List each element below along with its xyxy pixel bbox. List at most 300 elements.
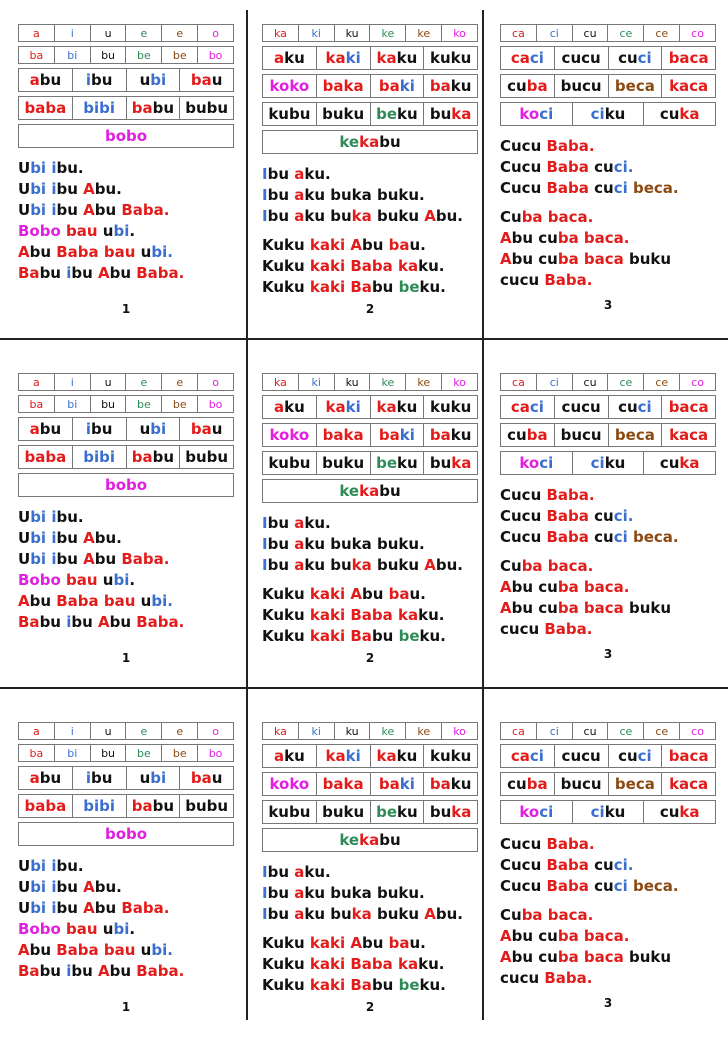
card-1 xyxy=(18,722,234,1042)
syllable: ki xyxy=(311,27,321,40)
sentence xyxy=(500,905,716,926)
syllable: baca xyxy=(668,49,709,67)
sentence-part: ba xyxy=(388,585,410,603)
syllable: bu xyxy=(152,797,175,815)
syllable: ku xyxy=(284,398,305,416)
sentence-part: ba baca. xyxy=(521,906,594,924)
word-cell xyxy=(162,47,198,63)
sentence-part: buku. xyxy=(376,186,425,204)
sentence-part: A xyxy=(500,948,512,966)
word-cell xyxy=(263,103,317,125)
sentence xyxy=(18,570,234,591)
word-cell xyxy=(501,452,573,474)
syllable: kaca xyxy=(669,775,709,793)
word-cell xyxy=(501,374,537,390)
sentence-part: ku buka xyxy=(304,884,377,902)
word-cell xyxy=(263,374,299,390)
syllable: kuku xyxy=(429,49,472,67)
word-cell xyxy=(91,47,127,63)
sentence-part: I xyxy=(262,186,268,204)
sentence-part: A xyxy=(83,201,95,219)
word-cell xyxy=(263,396,317,418)
syllable: ki xyxy=(345,747,361,765)
syllable: i xyxy=(70,725,74,738)
word-cell xyxy=(608,374,644,390)
column-divider xyxy=(246,10,248,1020)
sentence-part: Baba. xyxy=(121,899,170,917)
word-cell xyxy=(180,795,233,817)
sentence-part: bu xyxy=(29,941,57,959)
sentence-part: bu cu xyxy=(511,599,558,617)
sentence-part: A xyxy=(424,905,436,923)
sentence-part: Bobo xyxy=(18,222,61,240)
syllable: bu xyxy=(39,71,62,89)
syllable: ku xyxy=(450,775,472,793)
word-cell xyxy=(501,25,537,41)
word-cell xyxy=(299,25,335,41)
syllable: a xyxy=(33,27,40,40)
syllable: ku xyxy=(604,454,626,472)
syllable: ko xyxy=(453,376,466,389)
syllable: i xyxy=(70,27,74,40)
syllable: ku xyxy=(284,747,305,765)
sentence-part: ka xyxy=(398,257,419,275)
syllable: kuku xyxy=(429,747,472,765)
word-cell xyxy=(180,767,233,789)
word-cell xyxy=(501,801,573,823)
word-cell xyxy=(573,801,645,823)
word-strip xyxy=(500,423,716,447)
sentence-part: ku buka xyxy=(304,186,377,204)
word-cell xyxy=(573,452,645,474)
word-cell xyxy=(335,25,371,41)
sentence-part: Baba xyxy=(350,606,393,624)
word-cell xyxy=(73,795,127,817)
syllable: i xyxy=(85,71,91,89)
page-number: 2 xyxy=(365,302,375,316)
page-number: 3 xyxy=(603,298,613,312)
word-cell xyxy=(126,723,162,739)
sentence-part: A xyxy=(83,180,95,198)
word-strip xyxy=(262,130,478,154)
syllable: bibi xyxy=(83,448,115,466)
sentence-list xyxy=(500,834,716,989)
sentence xyxy=(262,235,478,256)
sentence-part: Ba xyxy=(350,278,372,296)
word-strip xyxy=(262,395,478,419)
sentence-part: ku. xyxy=(418,606,445,624)
word-cell xyxy=(317,47,371,69)
syllable: bibi xyxy=(83,797,115,815)
syllable: ki xyxy=(399,775,415,793)
syllable: bu xyxy=(101,398,116,411)
word-cell xyxy=(19,823,233,845)
syllable: bobo xyxy=(104,127,148,145)
page-number: 3 xyxy=(603,996,613,1010)
sentence-part: bi xyxy=(30,201,47,219)
sentence-part: I xyxy=(262,863,268,881)
sentence-part: i xyxy=(51,550,57,568)
sentence-part: ci. xyxy=(613,856,634,874)
syllable: baca xyxy=(668,747,709,765)
sentence-part: bu xyxy=(29,592,57,610)
sentence-part: buku xyxy=(623,250,672,268)
syllable: be xyxy=(376,454,397,472)
syllable: i xyxy=(85,420,91,438)
sentence-part: A xyxy=(424,556,436,574)
sentence-part: kaki xyxy=(309,955,346,973)
sentence-part: kaki xyxy=(309,606,346,624)
paragraph-gap xyxy=(500,548,716,556)
syllable: ka xyxy=(679,454,700,472)
sentence-part: u xyxy=(102,571,114,589)
word-cell xyxy=(442,374,477,390)
sentence xyxy=(18,528,234,549)
sentence-part: bu xyxy=(56,201,84,219)
page-number: 2 xyxy=(365,1000,375,1014)
sentence-part: buku xyxy=(623,599,672,617)
sentence-part: Cucu xyxy=(500,158,547,176)
sentence xyxy=(500,527,716,548)
word-cell xyxy=(19,25,55,41)
word-cell xyxy=(371,801,425,823)
syllable: a xyxy=(273,49,285,67)
word-cell xyxy=(644,801,715,823)
sentence-part: ci. xyxy=(613,507,634,525)
syllable: be xyxy=(137,398,151,411)
word-strip xyxy=(500,102,716,126)
sentence-part: cucu xyxy=(500,271,545,289)
syllable: bubu xyxy=(185,797,229,815)
card-1 xyxy=(18,373,234,693)
syllable: ke xyxy=(417,376,431,389)
word-cell xyxy=(299,723,335,739)
sentence-part: Baba xyxy=(546,877,589,895)
syllable: cucu xyxy=(561,49,601,67)
sentence-part: Baba. xyxy=(544,271,593,289)
word-cell xyxy=(55,396,91,412)
syllable: ba xyxy=(29,49,44,62)
word-cell xyxy=(127,446,181,468)
word-cell xyxy=(644,374,680,390)
page-number: 2 xyxy=(365,651,375,665)
syllable: ko xyxy=(519,803,540,821)
syllable: ce xyxy=(619,725,633,738)
sentence-part: ka xyxy=(398,955,419,973)
sentence-part: bi xyxy=(113,920,130,938)
sentence-part: Baba. xyxy=(136,264,185,282)
sentence-part: bu. xyxy=(56,508,84,526)
syllable: be xyxy=(137,747,151,760)
syllable: ci xyxy=(539,803,554,821)
syllable: ci xyxy=(539,454,554,472)
sentence-part: ku. xyxy=(304,863,331,881)
sentence-part: Baba. xyxy=(544,620,593,638)
sentence-part: bu xyxy=(56,550,84,568)
syllable: ku xyxy=(396,398,418,416)
sentence xyxy=(262,555,478,576)
word-cell xyxy=(263,75,317,97)
syllable: cu xyxy=(507,775,527,793)
syllable: cu xyxy=(507,77,527,95)
sentence-part: i xyxy=(66,264,72,282)
sentence-part: bi xyxy=(30,878,47,896)
word-cell xyxy=(180,446,233,468)
syllable: e xyxy=(176,27,184,40)
sentence-part: bu xyxy=(56,878,84,896)
sentence-part: Kuku xyxy=(262,257,310,275)
syllable-strip xyxy=(18,722,234,740)
syllable: bu xyxy=(429,454,452,472)
sentence-part: A xyxy=(350,236,362,254)
syllable: kubu xyxy=(268,803,311,821)
word-cell xyxy=(537,723,573,739)
sentence-part: I xyxy=(262,884,268,902)
sentence-part: cu xyxy=(588,507,614,525)
word-cell xyxy=(662,424,715,446)
card-1 xyxy=(18,24,234,344)
sentence xyxy=(18,549,234,570)
sentence-part: be xyxy=(398,278,420,296)
word-cell xyxy=(19,47,55,63)
word-cell xyxy=(127,69,181,91)
sentence-part: bu xyxy=(39,264,67,282)
sentence-part: A xyxy=(424,207,436,225)
syllable: ke xyxy=(417,27,431,40)
word-cell xyxy=(126,25,162,41)
sentence-part: Baba. xyxy=(546,137,595,155)
word-cell xyxy=(91,374,127,390)
sentence-part: bu xyxy=(71,613,98,631)
syllable: buku xyxy=(322,105,365,123)
sentence-part: kaki xyxy=(309,934,346,952)
syllable: koko xyxy=(269,77,310,95)
sentence-part: Baba bau xyxy=(56,243,141,261)
sentence xyxy=(18,856,234,877)
word-cell xyxy=(317,103,371,125)
syllable: ci xyxy=(529,49,544,67)
syllable: bubu xyxy=(185,448,229,466)
sentence-part: bu xyxy=(56,180,84,198)
sentence-part: bu cu xyxy=(511,578,558,596)
syllable: i xyxy=(70,376,74,389)
syllable: kuku xyxy=(429,398,472,416)
sentence-part: Baba. xyxy=(121,201,170,219)
syllable-strip xyxy=(500,373,716,391)
syllable: cucu xyxy=(561,747,601,765)
word-cell xyxy=(501,103,573,125)
sentence-part: bu xyxy=(29,243,57,261)
word-cell xyxy=(19,396,55,412)
sentence-part: bu xyxy=(109,264,137,282)
sentence-list xyxy=(500,485,716,640)
word-strip xyxy=(262,828,478,852)
sentence-part: Baba xyxy=(546,507,589,525)
sentence-part: kaki xyxy=(309,585,346,603)
word-strip xyxy=(18,794,234,818)
syllable: e xyxy=(140,27,148,40)
syllable-strip xyxy=(18,744,234,762)
syllable: ku xyxy=(604,803,626,821)
sentence xyxy=(18,877,234,898)
word-cell xyxy=(609,75,663,97)
word-cell xyxy=(198,745,233,761)
word-cell xyxy=(424,396,477,418)
paragraph-gap xyxy=(500,199,716,207)
sentence-list xyxy=(18,856,234,982)
word-cell xyxy=(662,396,715,418)
sentence-part: ku. xyxy=(304,514,331,532)
sentence xyxy=(18,507,234,528)
sentence-part: i xyxy=(51,899,57,917)
sentence-part: ba baca. xyxy=(521,208,594,226)
word-cell xyxy=(609,47,663,69)
sentence-part: bau xyxy=(60,920,103,938)
word-cell xyxy=(180,69,233,91)
syllable: bibi xyxy=(83,99,115,117)
sentence-part: Cu xyxy=(500,208,522,226)
sentence-part: u. xyxy=(409,934,426,952)
sentence-part: U xyxy=(18,899,31,917)
syllable: ku xyxy=(396,747,418,765)
syllable: ce xyxy=(619,27,633,40)
syllable: ka xyxy=(376,747,397,765)
syllable: ca xyxy=(512,725,525,738)
sentence-part: Baba xyxy=(546,528,589,546)
sentence xyxy=(500,556,716,577)
syllable: cu xyxy=(583,725,597,738)
sentence-part: bu xyxy=(361,236,389,254)
word-strip xyxy=(500,772,716,796)
sentence-part: bu. xyxy=(94,180,122,198)
sentence-part: Baba. xyxy=(136,613,185,631)
word-cell xyxy=(55,374,91,390)
sentence-part: A xyxy=(83,529,95,547)
word-cell xyxy=(501,75,555,97)
syllable: bu xyxy=(152,99,175,117)
sentence-part: Kuku xyxy=(262,627,310,645)
sentence-part: buku. xyxy=(376,535,425,553)
sentence-part: U xyxy=(18,857,31,875)
syllable: o xyxy=(212,725,219,738)
syllable: u xyxy=(211,420,223,438)
syllable: beca xyxy=(614,775,655,793)
sentence xyxy=(500,598,716,619)
sentence-part: Baba xyxy=(350,955,393,973)
word-cell xyxy=(127,795,181,817)
word-cell xyxy=(127,767,181,789)
sentence-part: ba baca. xyxy=(557,927,630,945)
sentence xyxy=(262,605,478,626)
word-strip xyxy=(18,68,234,92)
word-strip xyxy=(262,451,478,475)
sentence-part: bau xyxy=(60,571,103,589)
syllable: bi xyxy=(150,71,167,89)
syllable: bu xyxy=(379,133,401,151)
sentence-part: A xyxy=(500,927,512,945)
sentence-part: cu xyxy=(588,877,614,895)
sentence-part: cucu xyxy=(500,969,545,987)
syllable: be xyxy=(376,105,397,123)
syllable: ka xyxy=(376,398,397,416)
syllable: u xyxy=(104,376,112,389)
sentence-part: bi xyxy=(30,529,47,547)
sentence-part: bu cu xyxy=(511,229,558,247)
syllable: ku xyxy=(450,426,472,444)
word-cell xyxy=(19,745,55,761)
syllable: bucu xyxy=(560,775,602,793)
sentence-part: . xyxy=(129,222,136,240)
sentence-part: A xyxy=(350,585,362,603)
card-3 xyxy=(500,373,716,693)
word-cell xyxy=(371,103,425,125)
syllable-strip xyxy=(500,24,716,42)
word-cell xyxy=(317,801,371,823)
syllable: ku xyxy=(397,803,418,821)
sentence-part: Kuku xyxy=(262,278,310,296)
syllable-strip xyxy=(18,395,234,413)
syllable: cu xyxy=(507,426,527,444)
sentence xyxy=(500,947,716,968)
word-cell xyxy=(608,723,644,739)
word-cell xyxy=(335,723,371,739)
word-cell xyxy=(424,801,477,823)
syllable: u xyxy=(211,71,223,89)
sentence xyxy=(262,954,478,975)
word-cell xyxy=(662,75,715,97)
word-cell xyxy=(19,723,55,739)
sentence xyxy=(262,256,478,277)
word-cell xyxy=(406,25,442,41)
sentence-part: kaki xyxy=(309,257,346,275)
word-cell xyxy=(73,69,127,91)
sentence-part: i xyxy=(51,180,57,198)
sentence-part: Kuku xyxy=(262,934,310,952)
word-cell xyxy=(424,75,477,97)
word-cell xyxy=(370,374,406,390)
syllable: ka xyxy=(273,725,287,738)
sentence xyxy=(262,185,478,206)
word-cell xyxy=(19,446,73,468)
word-cell xyxy=(127,97,181,119)
syllable: ca xyxy=(510,747,530,765)
sentence xyxy=(500,619,716,640)
word-cell xyxy=(91,396,127,412)
syllable: bo xyxy=(208,49,223,62)
sentence-part: a xyxy=(294,514,305,532)
syllable: ci xyxy=(637,398,652,416)
sentence-part: Baba xyxy=(546,179,589,197)
word-cell xyxy=(55,47,91,63)
sentence-part: bu cu xyxy=(511,250,558,268)
sentence-part: bi xyxy=(30,159,47,177)
word-cell xyxy=(608,25,644,41)
sentence xyxy=(262,626,478,647)
sentence-part: ku. xyxy=(419,278,446,296)
syllable: ko xyxy=(453,27,466,40)
sentence-part: Baba. xyxy=(121,550,170,568)
word-cell xyxy=(162,723,198,739)
sentence-part: i xyxy=(51,201,57,219)
word-cell xyxy=(263,47,317,69)
syllable: ku xyxy=(397,454,418,472)
word-cell xyxy=(91,25,127,41)
word-strip xyxy=(18,445,234,469)
sentence-part: bu xyxy=(267,863,295,881)
sentence-part: buku xyxy=(371,207,425,225)
word-cell xyxy=(19,767,73,789)
sentence-part: ba baca xyxy=(557,599,624,617)
